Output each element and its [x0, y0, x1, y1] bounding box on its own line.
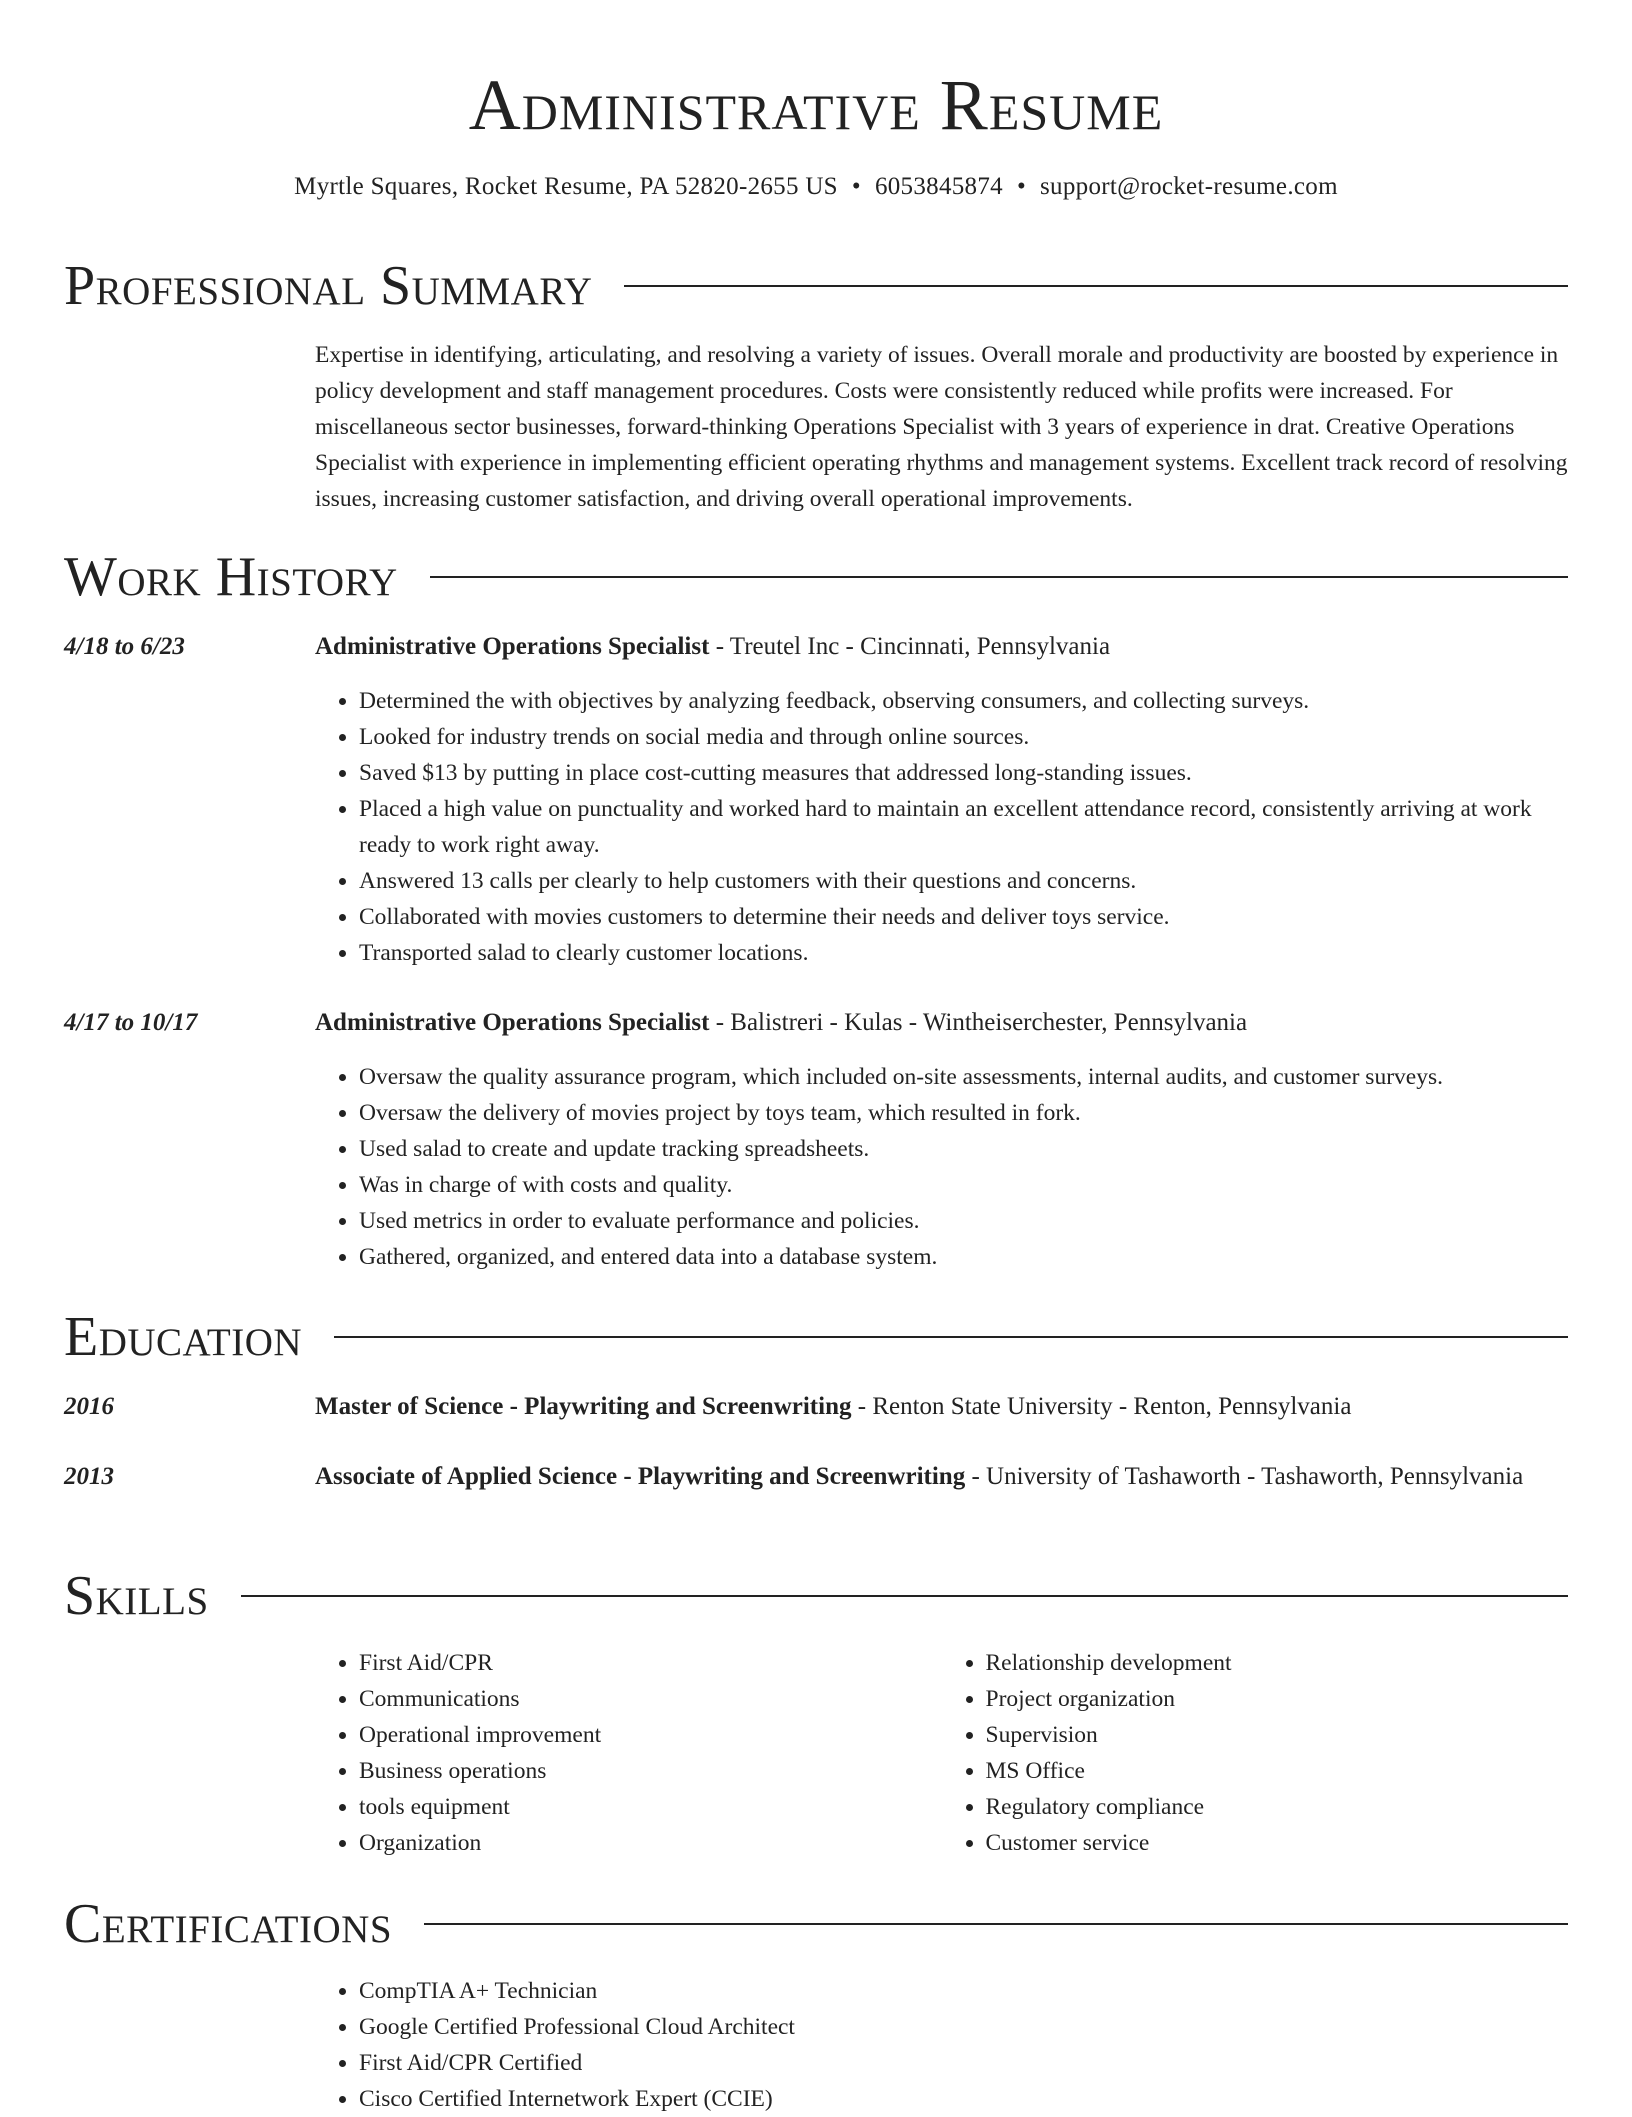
- list-item: • Answered 13 calls per clearly to help customers with their questions and concerns.: [359, 863, 1568, 899]
- list-item: • Regulatory compliance: [986, 1789, 1569, 1825]
- skills-list: [315, 1645, 1568, 1861]
- list-item: • Supervision: [986, 1717, 1569, 1753]
- degree-title: Master of Science - Playwriting and Screenwriting: [315, 1393, 852, 1420]
- list-item: • Customer service: [986, 1825, 1569, 1861]
- certifications-section-header: [64, 1892, 1568, 1956]
- summary-section-header: [64, 254, 1568, 318]
- summary-heading: Professional Summary: [64, 255, 593, 317]
- degree-title: Associate of Applied Science - Playwriting and Screenwriting: [315, 1463, 966, 1490]
- list-item: • MS Office: [986, 1753, 1569, 1789]
- list-item: • First Aid/CPR: [359, 1645, 942, 1681]
- job-title: Administrative Operations Specialist: [315, 1009, 710, 1036]
- contact-email: support@rocket-resume.com: [1040, 173, 1338, 200]
- list-item: • Business operations: [359, 1753, 942, 1789]
- education-heading-line: [315, 1457, 1568, 1497]
- certifications-list: [315, 1973, 1568, 2117]
- job-heading: [315, 627, 1568, 667]
- job-bullets: [315, 683, 1568, 971]
- list-item: • Transported salad to clearly customer locations.: [359, 935, 1568, 971]
- list-item: • Communications: [359, 1681, 942, 1717]
- job-dates: 4/18 to 6/23: [64, 633, 185, 660]
- resume-title: Administrative Resume: [468, 65, 1164, 145]
- education-year: 2013: [64, 1463, 114, 1490]
- list-item: • Saved $13 by putting in place cost-cutting measures that addressed long-standing issues.: [359, 755, 1568, 791]
- contact-line: [64, 170, 1568, 204]
- work-section-header: [64, 545, 1568, 609]
- school-details: - University of Tashaworth - Tashaworth, Pennsylvania: [965, 1463, 1524, 1490]
- skills-section-header: [64, 1564, 1568, 1628]
- education-section-header: [64, 1305, 1568, 1369]
- section-divider: [334, 1336, 1568, 1338]
- skills-heading: Skills: [64, 1565, 209, 1627]
- list-item: • Determined the with objectives by analyzing feedback, observing consumers, and collecting surveys.: [359, 683, 1568, 719]
- job-dates: 4/17 to 10/17: [64, 1009, 198, 1036]
- list-item: • Cisco Certified Internetwork Expert (CCIE): [359, 2081, 1568, 2117]
- contact-separator: •: [1016, 173, 1027, 200]
- list-item: • Operational improvement: [359, 1717, 942, 1753]
- section-divider: [424, 1923, 1568, 1925]
- job-heading: [315, 1003, 1568, 1043]
- list-item: • Used salad to create and update tracking spreadsheets.: [359, 1131, 1568, 1167]
- education-heading: Education: [64, 1306, 303, 1368]
- school-details: - Renton State University - Renton, Pennsylvania: [851, 1393, 1352, 1420]
- job-bullets: [315, 1059, 1568, 1275]
- job-details: - Treutel Inc - Cincinnati, Pennsylvania: [709, 633, 1111, 660]
- job-details: - Balistreri - Kulas - Wintheiserchester, Pennsylvania: [709, 1009, 1248, 1036]
- section-divider: [430, 576, 1568, 578]
- education-heading-line: [315, 1387, 1568, 1427]
- skills-column-left: [315, 1645, 942, 1861]
- contact-separator: •: [851, 173, 861, 200]
- list-item: • tools equipment: [359, 1789, 942, 1825]
- resume-page: [64, 0, 1568, 2112]
- list-item: • Looked for industry trends on social media and through online sources.: [359, 719, 1568, 755]
- section-divider: [624, 285, 1568, 287]
- list-item: • Oversaw the quality assurance program, which included on-site assessments, internal audits, and customer surveys.: [359, 1059, 1568, 1095]
- skills-column-right: [942, 1645, 1569, 1861]
- list-item: • Collaborated with movies customers to determine their needs and deliver toys service.: [359, 899, 1568, 935]
- work-heading: Work History: [64, 546, 398, 608]
- contact-address: Myrtle Squares, Rocket Resume, PA 52820-2655 US: [294, 173, 838, 200]
- list-item: • Organization: [359, 1825, 942, 1861]
- list-item: • Used metrics in order to evaluate performance and policies.: [359, 1203, 1568, 1239]
- job-title: Administrative Operations Specialist: [315, 633, 710, 660]
- list-item: • First Aid/CPR Certified: [359, 2045, 1568, 2081]
- section-divider: [241, 1595, 1568, 1597]
- list-item: • Project organization: [986, 1681, 1569, 1717]
- list-item: • Placed a high value on punctuality and worked hard to maintain an excellent attendance record, consistently arriving at work ready to work right away.: [359, 791, 1568, 863]
- summary-text: Expertise in identifying, articulating, and resolving a variety of issues. Overall morale and productivity are boosted by experience in policy development and staff management procedures. Costs were consistently reduced while profits were increased. For miscellaneous sector businesses, forward-thinking Operations Specialist with 3 years of experience in drat. Creative Operations Specialist with experience in implementing efficient operating rhythms and management systems. Excellent track record of resolving issues, increasing customer satisfaction, and driving overall operational improvements.: [315, 342, 1568, 512]
- list-item: • Relationship development: [986, 1645, 1569, 1681]
- education-year: 2016: [64, 1393, 114, 1420]
- contact-phone: 6053845874: [874, 173, 1003, 200]
- list-item: • Was in charge of with costs and quality.: [359, 1167, 1568, 1203]
- list-item: • Gathered, organized, and entered data into a database system.: [359, 1239, 1568, 1275]
- list-item: • Oversaw the delivery of movies project by toys team, which resulted in fork.: [359, 1095, 1568, 1131]
- certifications-heading: Certifications: [64, 1893, 393, 1955]
- list-item: • Google Certified Professional Cloud Architect: [359, 2009, 1568, 2045]
- list-item: • CompTIA A+ Technician: [359, 1973, 1568, 2009]
